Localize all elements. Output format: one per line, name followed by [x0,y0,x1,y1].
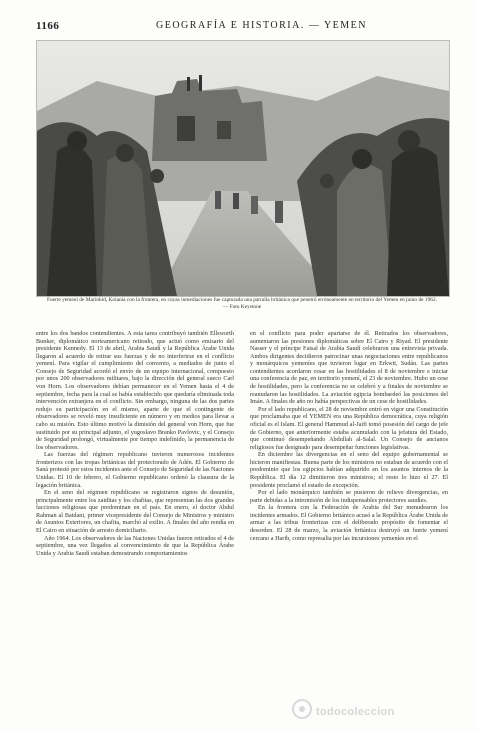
page-header [36,20,448,34]
running-title: GEOGRAFÍA E HISTORIA. — YEMEN [156,20,367,31]
paragraph: entre los dos bandos contendientes. A esta tarea contribuyó también Ellsworth Bunker, diplomático norteamericano retirado, que actuó como emisario del presidente Kennedy. El 13 de abril, Arabia Saudí y la República Árabe Unida llegaron al acuerdo de retirar sus fuerzas y de no interferirse en el conflicto yemení. Para vigilar el cumplimiento del convenio, a mediados de junio el Consejo de Seguridad acordó el envío de un equipo internacional, compuesto por unos 200 observadores militares, bajo la dirección del general sueco Carl von Horn. Los observadores debían permanecer en el Yemen hasta el 4 de septiembre, fecha para la cual se había establecido que quedaría eliminada toda intervención extranjera en el conflicto. Sin embargo, ninguna de las dos partes redujo su participación en el mismo, aparte de que el contingente de observadores se reveló muy insuficiente en número y en medios para llevar a cabo su misión. Esto último motivó la dimisión del general von Horn, que fue sustituido por su principal adjunto, el yugoslavo Branko Pavlovic, y el Consejo de Seguridad prolongó, virtualmente por tiempo indefinido, la permanencia de los observadores. [36,330,234,451]
photo-caption: Fuerte yemení de Marinhid, Kolania con la frontera, en cuyas inmediaciones fue capturada una patrulla británica que penetró erróneamente en territorio del Yemen en junio de 1962. — Foto Keystone [46,297,438,310]
paragraph: Por el lado republicano, el 28 de noviembre entró en vigor una Constitución que proclamaba que el YEMEN era una República democrática, cuya religión oficial es el Islam. El general Hammud al-Jaifi tomó posesión del cargo de jefe de Gobierno, que anteriormente estaba acumulado con la jefatura del Estado, que continuó desempeñando Abdullah al-Salal. Un Consejo de ancianos religiosos fue designado para desempeñar funciones legislativas. [250,405,448,451]
text-column-right [250,330,448,542]
page-number: 1166 [36,20,60,32]
paragraph: En la frontera con la Federación de Arabia del Sur menudearon los incidentes armados. El Gobierno británico acusó a la República Árabe Unida de armar a las tribus fronterizas con el deliberado propósito de fomentar el desorden. El 28 de marzo, la aviación británica destruyó un fuerte yemení cercano a Harib, como represalia por las incursiones yemeníes en el [250,504,448,542]
paragraph: Las fuerzas del régimen republicano tuvieron numerosos incidentes fronterizos con las tropas británicas del protectorado de Adén. El Gobierno de Saná protestó por estos incidentes ante el Consejo de Seguridad de las Naciones Unidas. El 10 de febrero, el Gobierno republicano ordenó la clausura de la legación británica. [36,451,234,489]
paragraph: Año 1964. Los observadores de las Naciones Unidas fueron retirados el 4 de septiembre, una vez llegados al convencimiento de que la República Árabe Unida y Arabia Saudí estaban demostrando comportamientos [36,534,234,557]
text-column-left [36,330,234,557]
photograph-fort-marinhid [36,40,450,297]
paragraph: En diciembre las divergencias en el seno del equipo gubernamental se hicieron manifiestas. Buena parte de los ministros no estaban de acuerdo con el predominio que los egipcios habían adquirido en los asuntos internos de la República. El día 12 dimitieron tres ministros; el resto lo hizo el 27. El presidente proclamó el estado de excepción. [250,451,448,489]
paragraph: en el conflicto para poder apartarse de él. Retirados los observadores, aumentaron las presiones diplomáticas sobre El Cairo y Riyad. El presidente Nasser y el príncipe Faisal de Arabia Saudí celebraron una entrevista privada. Ambos dirigentes decidieron patrocinar unas negociaciones entre republicanos y monárquicos yemeníes que tuvieron lugar en Erkwit, Sudán. Las partes contendientes acordaron cesar en las hostilidades el 8 de noviembre e iniciar una conferencia de paz, en territorio yemení, el 23 de noviembre. Hubo un cese de hostilidades, pero la conferencia no se celebró y a finales de noviembre se reanudaron las hostilidades. La aviación egipcia bombardeó las posiciones del Imán. A finales de año no había perspectivas de un cese de hostilidades. [250,330,448,406]
watermark-text: todocoleccion [316,706,395,718]
paragraph: Por el lado monárquico también se pusieron de relieve divergencias, en parte debidas a la intromisión de los indispensables protectores saudíes. [250,489,448,504]
paragraph: En el seno del régimen republicano se registraron signos de desunión, principalmente entre los zaiditas y los chafitas, que representan las dos grandes facciones religiosas que predominan en el país. En enero, el doctor Abdul Rahman al Baidani, primer vicepresidente del Consejo de Ministros y ministro de Asuntos Exteriores, un chafita, marchó al exilio. A finales del año rendía en El Cairo en situación de arresto domiciliario. [36,489,234,535]
